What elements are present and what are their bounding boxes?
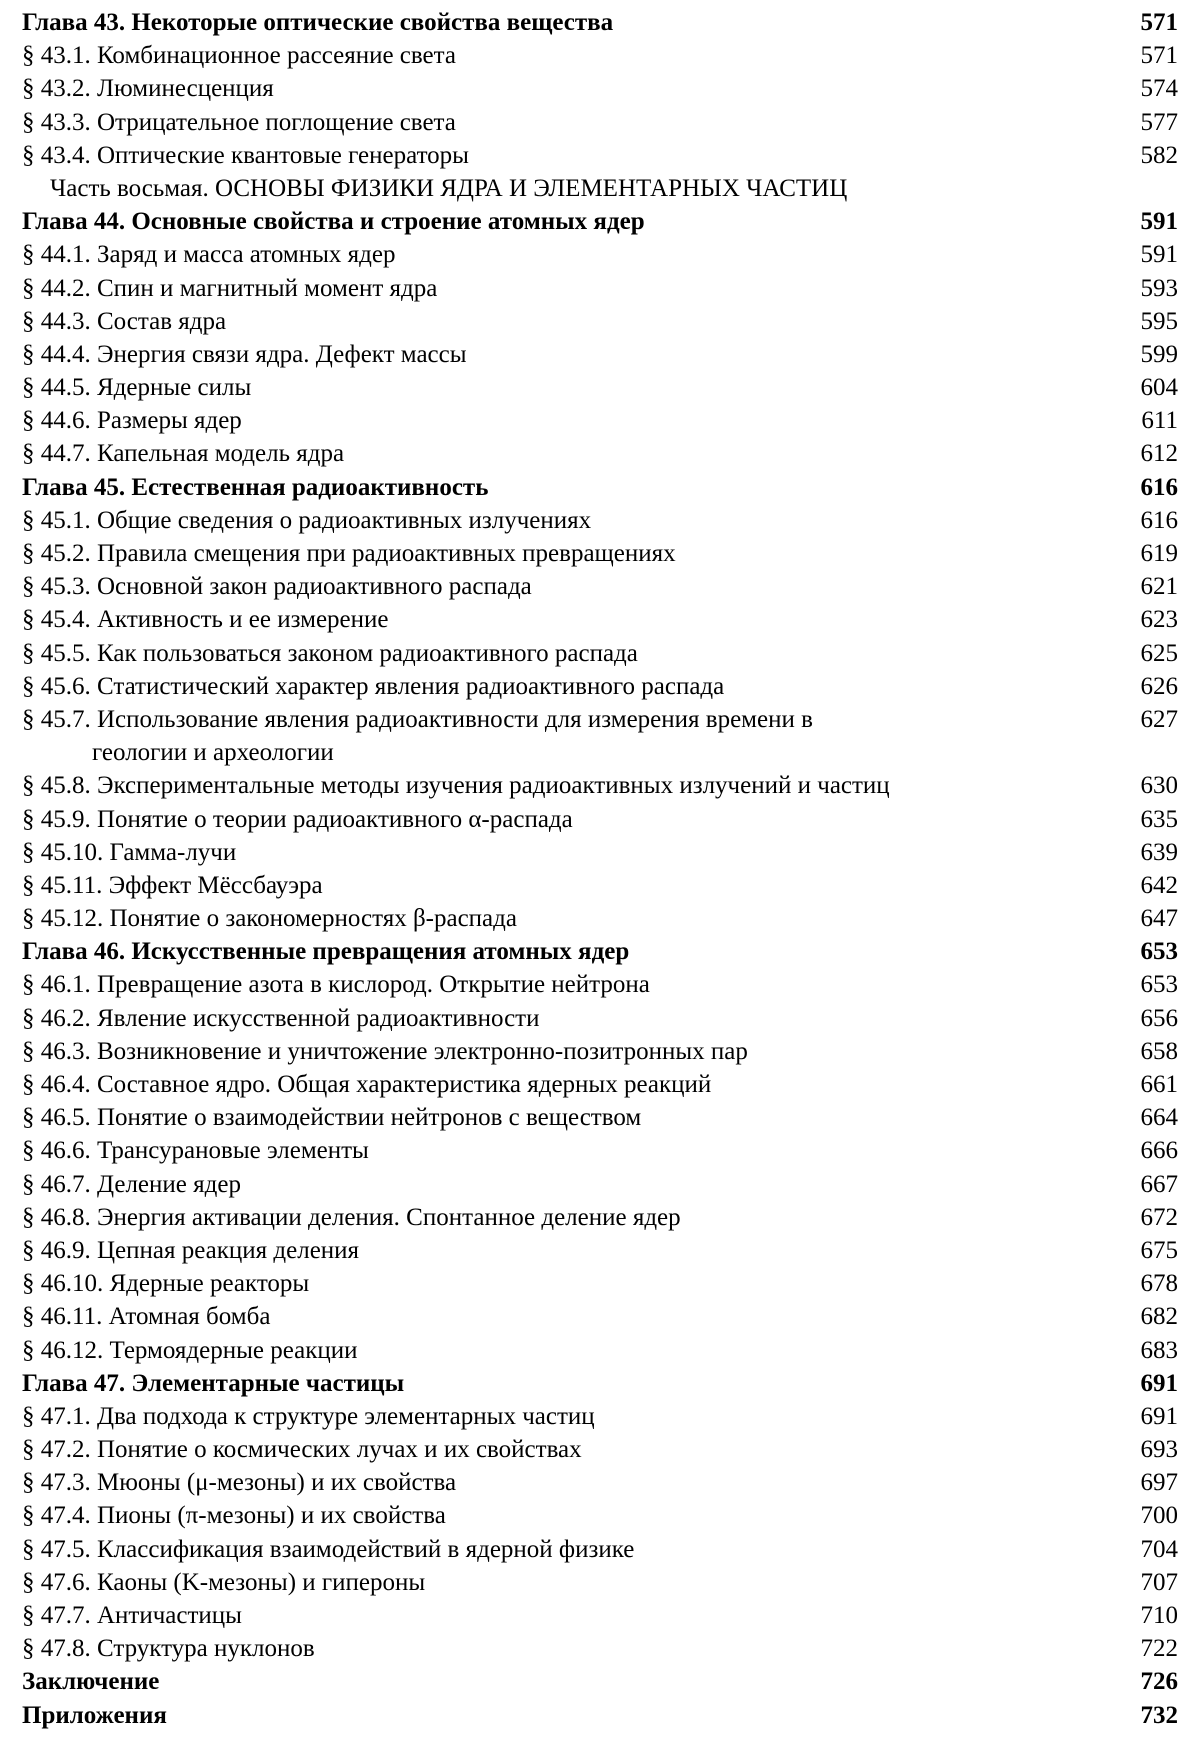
page-number: 722 <box>1140 1635 1178 1663</box>
entry-title: § 45.7. Использование явления радиоактивности для измерения времени в <box>22 705 813 733</box>
entry-title: § 44.1. Заряд и масса атомных ядер <box>22 241 396 269</box>
page-number: 635 <box>1140 805 1178 833</box>
toc-section-entry <box>22 1002 1178 1035</box>
page-number: 710 <box>1140 1602 1178 1630</box>
toc-section-entry <box>22 1599 1178 1632</box>
toc-section-entry <box>22 437 1178 470</box>
page-number: 693 <box>1140 1436 1178 1464</box>
toc-section-entry <box>22 637 1178 670</box>
page-number: 707 <box>1140 1568 1178 1596</box>
entry-title: § 47.3. Мюоны (μ-мезоны) и их свойства <box>22 1469 457 1497</box>
entry-title: § 47.7. Античастицы <box>22 1602 242 1630</box>
entry-title: § 43.2. Люминесценция <box>22 75 274 103</box>
toc-section-entry <box>22 139 1178 172</box>
page-number: 675 <box>1140 1236 1178 1264</box>
entry-title: § 44.4. Энергия связи ядра. Дефект массы <box>22 340 467 368</box>
toc-section-entry <box>22 1234 1178 1267</box>
page-number: 667 <box>1140 1170 1178 1198</box>
entry-title: § 45.11. Эффект Мёссбауэра <box>22 871 323 899</box>
entry-title: § 45.8. Экспериментальные методы изучения радиоактивных излучений и частиц <box>22 772 890 800</box>
page-number: 599 <box>1140 340 1178 368</box>
toc-chapter-entry <box>22 1367 1178 1400</box>
page-number: 653 <box>1140 971 1178 999</box>
page-number: 577 <box>1140 108 1178 136</box>
entry-title: Глава 45. Естественная радиоактивность <box>22 473 489 501</box>
toc-section-entry <box>22 305 1178 338</box>
entry-title: Глава 43. Некоторые оптические свойства вещества <box>22 9 614 36</box>
toc-part-heading <box>22 172 1178 205</box>
toc-section-entry <box>22 72 1178 105</box>
entry-title: § 46.5. Понятие о взаимодействии нейтронов с веществом <box>22 1104 642 1132</box>
entry-title: § 43.3. Отрицательное поглощение света <box>22 108 456 136</box>
entry-title: § 44.6. Размеры ядер <box>22 407 242 435</box>
page-number: 621 <box>1140 573 1178 601</box>
page-number: 623 <box>1140 606 1178 634</box>
page-number: 700 <box>1140 1502 1178 1530</box>
page-number: 625 <box>1140 639 1178 667</box>
page-number: 697 <box>1140 1469 1178 1497</box>
toc-chapter-entry <box>22 1665 1178 1698</box>
entry-title: § 46.4. Составное ядро. Общая характеристика ядерных реакций <box>22 1071 712 1099</box>
entry-title: § 44.2. Спин и магнитный момент ядра <box>22 274 438 302</box>
toc-section-entry <box>22 1466 1178 1499</box>
entry-title: § 47.1. Два подхода к структуре элементарных частиц <box>22 1402 595 1430</box>
page-number: 658 <box>1140 1037 1178 1065</box>
entry-title: Приложения <box>22 1701 167 1729</box>
page-number: 666 <box>1140 1137 1178 1165</box>
entry-title: § 47.6. Каоны (K-мезоны) и гипероны <box>22 1568 426 1596</box>
toc-section-entry <box>22 504 1178 537</box>
entry-title: § 46.1. Превращение азота в кислород. Открытие нейтрона <box>22 971 650 999</box>
toc-section-entry <box>22 1566 1178 1599</box>
toc-section-entry <box>22 404 1178 437</box>
page-number: 593 <box>1140 274 1178 302</box>
toc-section-entry <box>22 769 1178 802</box>
toc-section-entry <box>22 603 1178 636</box>
toc-section-entry <box>22 1035 1178 1068</box>
entry-title: § 44.3. Состав ядра <box>22 307 227 335</box>
page-number: 604 <box>1140 374 1178 402</box>
page-number: 611 <box>1141 407 1178 435</box>
entry-title: § 44.5. Ядерные силы <box>22 374 252 402</box>
page-number: 582 <box>1140 141 1178 169</box>
entry-title: § 46.9. Цепная реакция деления <box>22 1236 360 1264</box>
page-number: 647 <box>1140 905 1178 933</box>
page-number: 574 <box>1140 75 1178 103</box>
entry-title: § 46.3. Возникновение и уничтожение электронно-позитронных пар <box>22 1037 748 1065</box>
toc-chapter-entry <box>22 471 1178 504</box>
toc-section-entry <box>22 670 1178 703</box>
toc-section-entry <box>22 537 1178 570</box>
entry-title: § 47.5. Классификация взаимодействий в ядерной физике <box>22 1535 635 1563</box>
toc-section-entry <box>22 1168 1178 1201</box>
page-number: 664 <box>1140 1104 1178 1132</box>
page-number: 732 <box>1140 1701 1178 1729</box>
page-number: 683 <box>1140 1336 1178 1364</box>
entry-title: Глава 46. Искусственные превращения атомных ядер <box>22 938 630 966</box>
page-number: 653 <box>1140 938 1178 966</box>
entry-title: § 47.8. Структура нуклонов <box>22 1635 315 1663</box>
page-number: 691 <box>1140 1369 1178 1397</box>
page-number: 612 <box>1140 440 1178 468</box>
toc-chapter-entry <box>22 1699 1178 1732</box>
entry-title: Часть восьмая. ОСНОВЫ ФИЗИКИ ЯДРА И ЭЛЕМЕНТАРНЫХ ЧАСТИЦ <box>50 174 848 202</box>
toc-section-entry <box>22 106 1178 139</box>
entry-title: § 45.4. Активность и ее измерение <box>22 606 389 634</box>
toc-section-entry <box>22 338 1178 371</box>
toc-section-entry <box>22 1433 1178 1466</box>
toc-section-entry <box>22 1533 1178 1566</box>
entry-title: § 46.6. Трансурановые элементы <box>22 1137 369 1165</box>
toc-section-entry <box>22 869 1178 902</box>
toc-section-entry <box>22 1201 1178 1234</box>
entry-title: § 46.8. Энергия активации деления. Спонтанное деление ядер <box>22 1203 681 1231</box>
entry-title: § 45.3. Основной закон радиоактивного распада <box>22 573 532 601</box>
toc-section-entry <box>22 1068 1178 1101</box>
page-number: 619 <box>1140 540 1178 567</box>
toc-section-entry <box>22 1134 1178 1167</box>
entry-title: § 45.10. Гамма-лучи <box>22 838 237 866</box>
entry-title: § 44.7. Капельная модель ядра <box>22 440 345 468</box>
entry-title: Глава 47. Элементарные частицы <box>22 1369 405 1397</box>
page-number: 595 <box>1140 307 1178 335</box>
toc-section-entry <box>22 371 1178 404</box>
page-number: 571 <box>1140 42 1178 70</box>
page-number: 639 <box>1140 838 1178 866</box>
entry-title: § 45.9. Понятие о теории радиоактивного α-распада <box>22 805 573 833</box>
entry-title: § 47.2. Понятие о космических лучах и их свойствах <box>22 1436 582 1464</box>
entry-title: § 43.1. Комбинационное рассеяние света <box>22 42 456 70</box>
page-number: 626 <box>1140 672 1178 700</box>
page-number: 642 <box>1140 871 1178 899</box>
entry-title: Глава 44. Основные свойства и строение атомных ядер <box>22 208 645 236</box>
entry-title: § 46.7. Деление ядер <box>22 1170 241 1198</box>
toc-section-entry <box>22 803 1178 836</box>
page-number: 616 <box>1140 506 1178 534</box>
entry-title: § 45.5. Как пользоваться законом радиоактивного распада <box>22 639 638 667</box>
toc-section-entry <box>22 570 1178 603</box>
toc-section-entry <box>22 1267 1178 1300</box>
toc-section-entry <box>22 902 1178 935</box>
toc-section-entry <box>22 836 1178 869</box>
toc-section-entry <box>22 1101 1178 1134</box>
toc-section-entry <box>22 1300 1178 1333</box>
page-number: 627 <box>1140 705 1178 733</box>
entry-title: § 43.4. Оптические квантовые генераторы <box>22 141 469 169</box>
toc-section-entry <box>22 703 1178 769</box>
entry-title: § 46.12. Термоядерные реакции <box>22 1336 358 1364</box>
entry-title: § 45.6. Статистический характер явления радиоактивного распада <box>22 672 725 700</box>
page-number: 656 <box>1140 1004 1178 1032</box>
page-number: 726 <box>1140 1668 1178 1696</box>
entry-title: § 45.1. Общие сведения о радиоактивных излучениях <box>22 506 592 534</box>
toc-section-entry <box>22 1499 1178 1532</box>
entry-title: § 47.4. Пионы (π-мезоны) и их свойства <box>22 1502 446 1530</box>
toc-section-entry <box>22 968 1178 1001</box>
page-number: 661 <box>1140 1071 1178 1099</box>
toc-section-entry <box>22 1400 1178 1433</box>
entry-title: § 45.12. Понятие о закономерностях β-распада <box>22 905 517 933</box>
page-number: 616 <box>1140 473 1178 501</box>
page-number: 571 <box>1140 9 1178 36</box>
toc-chapter-entry <box>22 6 1178 39</box>
toc-chapter-entry <box>22 205 1178 238</box>
toc-section-entry <box>22 238 1178 271</box>
page-number: 672 <box>1140 1203 1178 1231</box>
entry-title-continuation: геологии и археологии <box>92 739 334 767</box>
entry-title: § 46.11. Атомная бомба <box>22 1303 271 1331</box>
page-number: 682 <box>1140 1303 1178 1331</box>
toc-section-entry <box>22 1334 1178 1367</box>
page-number: 691 <box>1140 1402 1178 1430</box>
toc-section-entry <box>22 39 1178 72</box>
page-number: 591 <box>1140 241 1178 269</box>
page-number: 630 <box>1140 772 1178 800</box>
entry-title: § 46.10. Ядерные реакторы <box>22 1270 310 1298</box>
page-number: 704 <box>1140 1535 1178 1563</box>
entry-title: § 45.2. Правила смещения при радиоактивных превращениях <box>22 540 676 567</box>
toc-section-entry <box>22 1632 1178 1665</box>
toc-chapter-entry <box>22 935 1178 968</box>
page-number: 591 <box>1140 208 1178 236</box>
entry-title: § 46.2. Явление искусственной радиоактивности <box>22 1004 540 1032</box>
page-number: 678 <box>1140 1270 1178 1298</box>
toc-section-entry <box>22 272 1178 305</box>
entry-title: Заключение <box>22 1668 160 1696</box>
